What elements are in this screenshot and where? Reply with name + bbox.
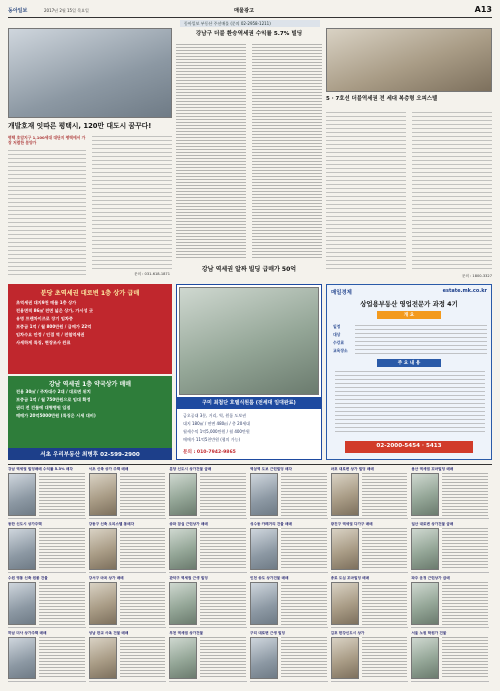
listing-cell: [89, 576, 167, 628]
listing-cell: [8, 631, 86, 683]
blue-box-item: 월세수익 1억5,000만원 / 월 400만원: [183, 429, 250, 434]
red-box-item: 전용면적 86㎡ 전면 넓은 상가, 가시성 굿: [16, 308, 93, 313]
mk-curriculum-label: 주 요 내 용: [397, 361, 421, 366]
left-article-body-col1: [8, 150, 86, 278]
listing-photo: [250, 637, 278, 680]
listing-text: [39, 473, 85, 516]
mk-phone: 02-2000-5454 · 5413: [376, 443, 442, 449]
masthead-date: 2017년 2월 15일 목요일: [44, 8, 89, 13]
listing-text: [200, 637, 246, 680]
listing-cell: [8, 522, 86, 574]
listing-cell: [331, 631, 409, 683]
green-box-title: 강남 역세권 1층 약국상가 매매: [48, 381, 132, 388]
green-box-phone-bar: [8, 448, 172, 460]
red-box-item: 사세하게 특징, 현장조사 완료: [16, 340, 71, 345]
green-box-item: 매매가 20억5000만원 (특징은 시세 대비): [16, 413, 96, 418]
listing-title: 분당 신도시 상가건물 급매: [169, 467, 212, 471]
listing-title: 강서구 마곡 상가 매매: [88, 576, 124, 580]
listing-cell: [89, 467, 167, 519]
banner-text: 동아일보 부동산 주선매물 (문의 02-2958-1211): [184, 21, 271, 26]
left-article-headline: 개발호재 잇따른 평택시, 120만 대도시 꿈꾸다!: [8, 122, 152, 130]
mk-overview-bar: [377, 311, 441, 319]
red-box-list: [16, 299, 166, 347]
mk-brand: 매일경제: [331, 290, 352, 296]
listing-text: [120, 637, 166, 680]
right-article-headline: 5 · 7호선 더블역세권 전 세대 복층형 오피스텔: [326, 96, 438, 102]
listing-text: [362, 528, 408, 571]
red-box-item: 임차수요 안정 / 인접 역 / 전철역세권: [16, 332, 85, 337]
goomi-building-photo: [179, 287, 319, 395]
blue-box-item: 금오공대 3분, 거리, 역, 원룸 도보권: [183, 413, 246, 418]
listing-text: [120, 582, 166, 625]
listing-cell: [169, 631, 247, 683]
blue-box-title-bar: [177, 397, 321, 409]
listing-cell: [169, 467, 247, 519]
listing-title: 부천 역세권 상가건물: [169, 630, 204, 635]
listing-photo: [250, 473, 278, 516]
listing-photo: [8, 473, 36, 516]
listing-title: 김포 한강신도시 상가: [330, 630, 365, 635]
mid-article-headline: 강남구 더블 환승역세권 수익률 5.7% 빌딩: [195, 31, 303, 37]
mk-title: 상업용부동산 영업전문가 과정 4기: [360, 300, 458, 308]
mk-section-label: 교육장소: [333, 348, 348, 353]
listing-title: 하남 미사 상가주택 매매: [8, 630, 47, 635]
green-box-phone: 서초 우리부동산 최병후 02-599-2900: [40, 452, 140, 458]
listing-cell: [8, 576, 86, 628]
officetel-building-photo: [326, 28, 492, 92]
blue-box-item: 대지 180㎡ / 연면 480㎡ / 총 20세대: [183, 421, 251, 426]
left-article-subheadline: 평택 호암지구 1,100세대 대단지 평택에서 가장 저렴한 분양가: [8, 135, 86, 145]
listing-photo: [331, 637, 359, 680]
listing-text: [120, 528, 166, 571]
listing-title: 송파 잠실 근린상가 매매: [169, 521, 208, 526]
listing-text: [281, 528, 327, 571]
listing-title: 역삼역 도보 근린빌딩 매각: [250, 467, 292, 471]
listing-cell: [169, 522, 247, 574]
mid-top-article: [176, 28, 322, 282]
listing-photo: [411, 473, 439, 516]
listing-photo: [8, 637, 36, 680]
listing-title: 수원 영통 신축 원룸 건물: [8, 576, 48, 580]
listing-cell: [331, 522, 409, 574]
listing-text: [362, 473, 408, 516]
blue-box-item: 매매가 11억5천만원 (협의 가능): [183, 437, 241, 442]
listing-cell: [411, 522, 489, 574]
mk-phone-bar: [345, 441, 473, 453]
blue-box-list: [183, 412, 317, 444]
listing-text: [442, 582, 488, 625]
listing-cell: [89, 522, 167, 574]
listing-cell: [8, 467, 86, 519]
masthead-paper: 동아일보: [8, 8, 28, 14]
listing-photo: [169, 637, 197, 680]
listing-photo: [411, 528, 439, 571]
listing-title: 광진구 역세권 다가구 매매: [330, 521, 373, 526]
blue-box-phone: 문의 : 010-7942-9865: [183, 450, 236, 455]
listing-text: [442, 528, 488, 571]
blue-box-title: 구미 최첨단 호텔식원룸 (전세대 임대완료): [202, 400, 296, 406]
left-article-contact: 문의 : 031-618-1871: [134, 272, 170, 276]
listing-title: 종로 도심 꼬마빌딩 매매: [330, 576, 370, 580]
listing-title: 일산 대로변 상가건물 급매: [411, 521, 454, 526]
listing-title: 파주 운정 근린상가 급매: [411, 576, 450, 580]
mid-article-col1: [176, 44, 246, 260]
green-box-list: [16, 388, 166, 420]
listing-text: [281, 637, 327, 680]
listing-cell: [411, 576, 489, 628]
mk-overview-label: 개 요: [403, 313, 415, 318]
green-box-item: 보증금 1억 / 월 750만원으로 임대 확정: [16, 397, 91, 402]
listing-title: 성남 판교 사옥 건물 매매: [88, 630, 129, 635]
listing-photo: [89, 473, 117, 516]
mk-section-label: 대상: [333, 332, 341, 337]
mid-article-footer-headline: 강남 역세권 알짜 빌딩 급매가 50억: [201, 266, 297, 273]
listing-cell: [411, 631, 489, 683]
listing-text: [442, 637, 488, 680]
listing-title: 강남 역세권 빌딩매매 수익률 5.3% 매각: [8, 467, 73, 471]
right-top-article: [326, 28, 492, 282]
right-article-contact: 문의 : 1800-3327: [461, 274, 492, 278]
listing-text: [39, 582, 85, 625]
listing-photo: [331, 528, 359, 571]
listing-text: [442, 473, 488, 516]
listing-photo: [331, 473, 359, 516]
mid-article-col2: [252, 44, 322, 260]
listing-photo: [89, 637, 117, 680]
listing-photo: [89, 528, 117, 571]
masthead-page: A13: [474, 5, 492, 14]
listing-title: 서초 신축 상가 주택 매매: [88, 467, 129, 471]
blue-ad-box: [176, 284, 322, 460]
listing-title: 관악구 역세권 근생 빌딩: [169, 576, 208, 580]
listing-photo: [250, 582, 278, 625]
listing-text: [120, 473, 166, 516]
listing-title: 구리 대로변 근생 빌딩: [250, 630, 285, 635]
mk-curriculum-text: [335, 371, 485, 435]
listing-title: 마포 대로변 상가 빌딩 매매: [330, 467, 374, 471]
mk-curriculum-bar: [377, 359, 441, 367]
green-ad-box: [8, 376, 172, 448]
listing-title: 강동구 신축 오피스텔 통매각: [88, 521, 135, 526]
listing-title: 서울 노원 학원가 건물: [411, 630, 447, 635]
red-box-title: 분당 초역세권 대로변 1층 상가 급매: [40, 290, 140, 297]
listing-photo: [8, 582, 36, 625]
listing-cell: [411, 467, 489, 519]
listing-cell: [250, 467, 328, 519]
listing-photo: [8, 528, 36, 571]
listing-text: [39, 528, 85, 571]
masthead: [8, 4, 492, 18]
listing-text: [200, 473, 246, 516]
mk-section-label: 일정: [333, 324, 341, 329]
listing-photo: [411, 582, 439, 625]
right-article-body-col2: [412, 112, 492, 272]
red-ad-box: [8, 284, 172, 374]
listing-text: [200, 528, 246, 571]
top-banner: [180, 20, 320, 27]
red-box-item: 초역세권 대지9천 매물 1층 상가: [16, 300, 77, 305]
city-skyline-photo: [8, 28, 172, 118]
red-box-item: 보증금 1억 / 월 800만원 / 급매가 22억: [16, 324, 92, 329]
listing-cell: [250, 522, 328, 574]
listing-text: [39, 637, 85, 680]
listing-text: [362, 582, 408, 625]
mk-url[interactable]: estate.mk.co.kr: [442, 288, 487, 294]
red-box-item: 유명 프랜차이즈로 장기 임차중: [16, 316, 73, 321]
mk-ad-box: [326, 284, 492, 460]
listing-photo: [89, 582, 117, 625]
listing-title: 성수동 카페거리 건물 매매: [250, 521, 292, 526]
green-box-item: 전용 30㎡ / 주차대수 2대 / 대로변 위치: [16, 389, 91, 394]
right-article-body-col1: [326, 112, 406, 272]
listing-cell: [331, 467, 409, 519]
listing-photo: [169, 473, 197, 516]
listing-text: [200, 582, 246, 625]
green-box-item: 권리 전 건물에 대형병원 입점: [16, 405, 71, 410]
listing-photo: [411, 637, 439, 680]
listing-title: 인천 송도 상가건물 매매: [250, 576, 289, 580]
listing-photo: [169, 528, 197, 571]
listing-photo: [250, 528, 278, 571]
listing-cell: [331, 576, 409, 628]
listing-cell: [250, 631, 328, 683]
listing-cell: [250, 576, 328, 628]
masthead-section: 매물광고: [234, 8, 255, 14]
listing-cell: [89, 631, 167, 683]
listing-text: [362, 637, 408, 680]
listing-photo: [331, 582, 359, 625]
listing-title: 용산 역세권 꼬마빌딩 매매: [411, 467, 454, 471]
left-top-article: [8, 28, 172, 282]
listing-grid: [8, 464, 492, 686]
mk-section-label: 수강료: [333, 340, 345, 345]
listing-text: [281, 582, 327, 625]
listing-photo: [169, 582, 197, 625]
listing-cell: [169, 576, 247, 628]
listing-text: [281, 473, 327, 516]
listing-title: 동탄 신도시 상가주택: [8, 521, 42, 526]
left-article-body-col2: [92, 136, 172, 272]
mk-overview-text: [355, 325, 487, 355]
